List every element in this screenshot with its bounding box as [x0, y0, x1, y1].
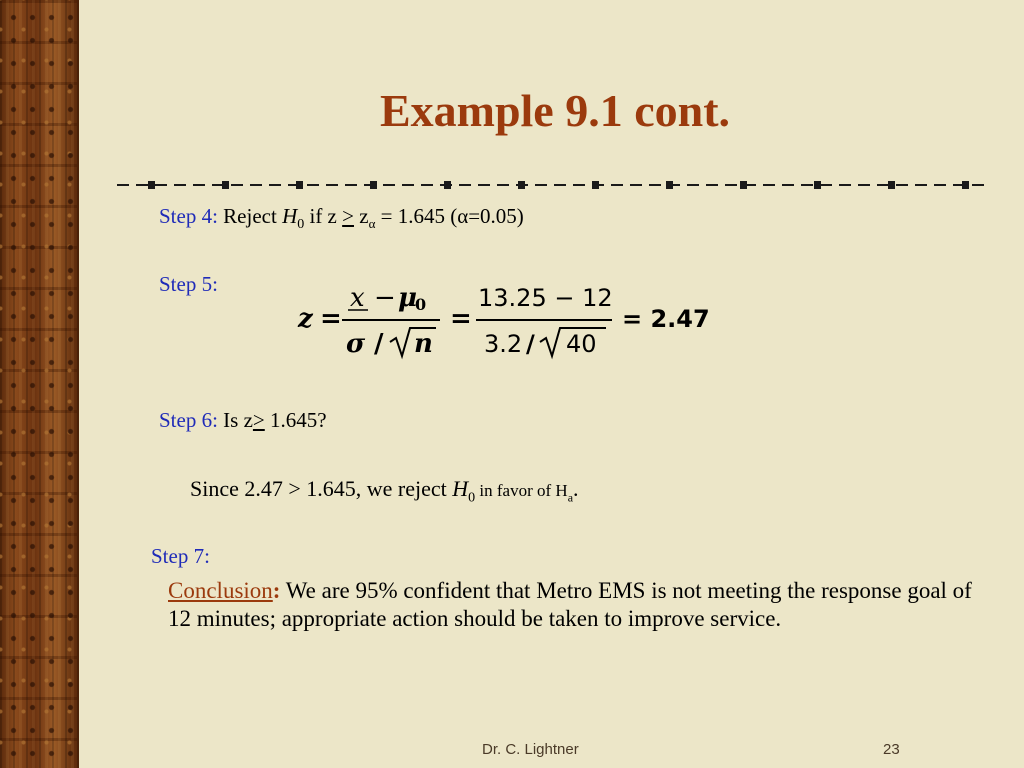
- formula-mu-sub: 0: [415, 295, 427, 314]
- step4-line: [159, 204, 524, 233]
- step5-label: Step 5:: [159, 272, 218, 296]
- formula-num-values: 13.25 − 12: [478, 284, 613, 312]
- since-line: [190, 476, 579, 506]
- h0-subscript: 0: [468, 490, 476, 506]
- formula-den-slash: /: [526, 330, 535, 358]
- step6-label: Step 6:: [159, 408, 218, 432]
- step6-line: [159, 408, 327, 433]
- formula-den-b: 40: [566, 330, 597, 358]
- footer-author: Dr. C. Lightner: [482, 741, 579, 758]
- conclusion-word: Conclusion: [168, 578, 273, 603]
- step4-rest: = 1.645 (α=0.05): [375, 204, 524, 228]
- formula-n: n: [414, 329, 433, 359]
- since-b: in favor of H: [475, 481, 568, 500]
- h-symbol: H: [282, 204, 298, 228]
- formula-z: z: [298, 304, 313, 334]
- formula-mu: μ: [398, 283, 418, 313]
- formula-minus: −: [374, 283, 396, 313]
- conclusion-paragraph: [168, 577, 988, 633]
- step4-reject: Reject: [223, 204, 283, 228]
- formula-result: = 2.47: [622, 305, 710, 333]
- step4-if: if z: [304, 204, 343, 228]
- ge-symbol-2: >: [252, 408, 265, 432]
- conclusion-text: We are 95% confident that Metro EMS is not meeting the response goal of 12 minutes; appropriate action should be taken to improve service.: [168, 578, 972, 631]
- ge-symbol: >: [342, 204, 354, 228]
- ha-subscript: a: [567, 490, 574, 505]
- step4-label: Step 4:: [159, 204, 218, 228]
- h-subscript: 0: [297, 217, 305, 233]
- footer-page-number: 23: [883, 741, 900, 758]
- formula-sigma: σ: [346, 329, 366, 359]
- since-c: .: [573, 476, 579, 501]
- alpha-subscript: α: [368, 216, 376, 232]
- step7-label: Step 7:: [151, 544, 210, 568]
- h0-symbol: H: [452, 476, 469, 501]
- step6-q-a: Is z: [223, 408, 253, 432]
- step4-z: z: [353, 204, 369, 228]
- formula-slash: /: [374, 329, 384, 359]
- formula-eq1: =: [320, 304, 342, 334]
- formula-den-a: 3.2: [484, 330, 523, 358]
- slide-title: Example 9.1 cont.: [379, 85, 731, 136]
- dashed-divider: [117, 178, 991, 192]
- step6-q-b: 1.645?: [264, 408, 327, 432]
- formula-xbar: x: [350, 283, 365, 313]
- formula-eq2: =: [450, 304, 472, 334]
- since-a: Since 2.47 > 1.645, we reject: [190, 476, 453, 501]
- conclusion-colon: :: [272, 578, 281, 603]
- z-statistic-formula: [290, 276, 720, 366]
